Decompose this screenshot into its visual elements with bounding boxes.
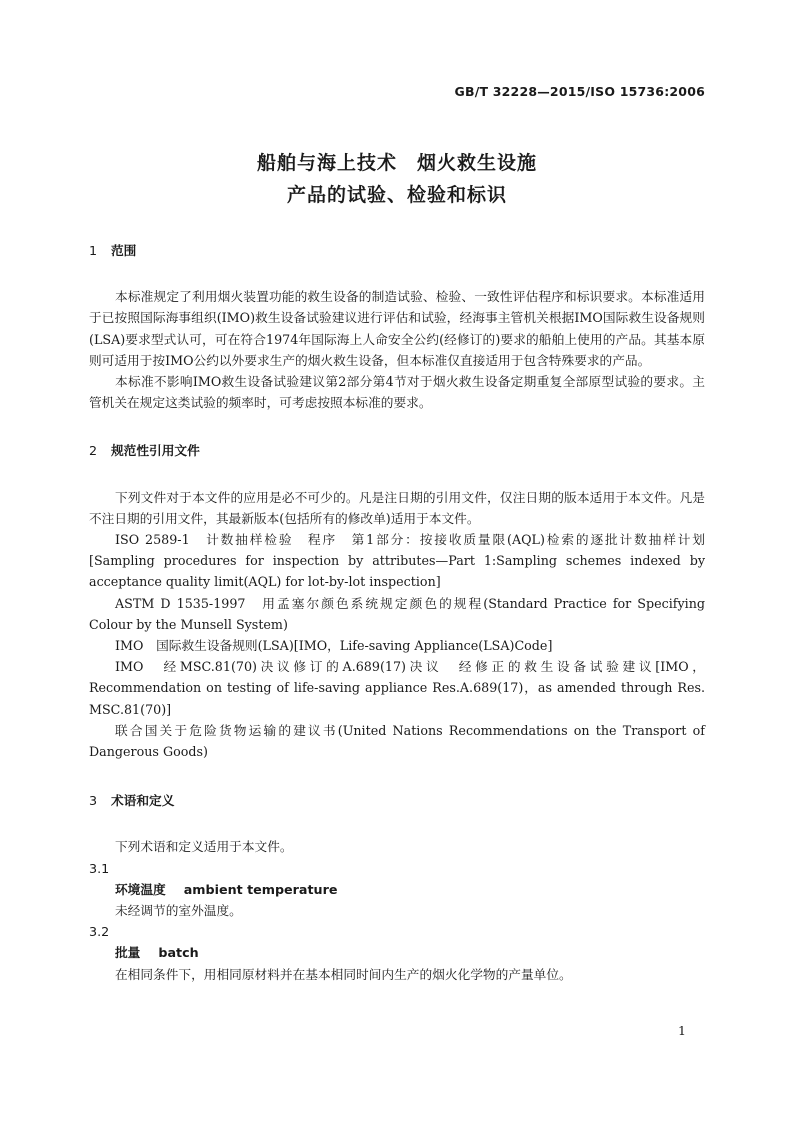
- scope-paragraph-1: 本标准规定了利用烟火装置功能的救生设备的制造试验、检验、一致性评估程序和标识要求。本标准适用于已按照国际海事组织(IMO)救生设备试验建议进行评估和试验，经海事主管机关根据IMO国际救生设备规则(LSA)要求型式认可，可在符合1974年国际海上人命安全公约(经修订的)要求的船舶上使用的产品。其基本原则可适用于按IMO公约以外要求生产的烟火救生设备，但本标准仅直接适用于包含特殊要求的产品。: [89, 289, 705, 368]
- term-name-en: batch: [158, 945, 199, 961]
- section-number: 2: [89, 443, 98, 459]
- reference-item: IMO 国际救生设备规则(LSA)[IMO，Life-saving Appliance(LSA)Code]: [115, 638, 553, 654]
- reference-item: ASTM D 1535-1997 用孟塞尔颜色系统规定颜色的规程(Standard Practice for Specifying Colour by the Munsell System): [89, 595, 705, 632]
- term-name-zh: 环境温度: [115, 881, 166, 897]
- section-title: 术语和定义: [111, 793, 175, 809]
- section-number: 3: [89, 793, 98, 809]
- term-name-zh: 批量: [115, 945, 141, 961]
- term-name: [89, 942, 705, 963]
- document-title-line1: 船舶与海上技术 烟火救生设施: [256, 152, 537, 174]
- standard-code: GB/T 32228—2015/ISO 15736:2006: [454, 84, 705, 99]
- term-number: 3.1: [89, 860, 110, 876]
- section-number: 1: [89, 243, 98, 258]
- reference-item: ISO 2589-1 计数抽样检验 程序 第1部分：按接收质量限(AQL)检索的逐批计数抽样计划[Sampling procedures for inspection by attributes—Part 1:Sampling schemes indexed by acceptance quality limit(AQL) for lot-by-lot inspection]: [89, 532, 705, 590]
- term-number: 3.2: [89, 924, 110, 940]
- reference-item: IMO 经MSC.81(70)决议修订的A.689(17)决议 经修正的救生设备试验建议[IMO，Recommendation on testing of life-saving appliance Res.A.689(17)，as amended through Res. MSC.81(70)]: [89, 659, 705, 717]
- reference-item: 联合国关于危险货物运输的建议书(United Nations Recommendations on the Transport of Dangerous Goods): [89, 722, 705, 760]
- terms-intro: 下列术语和定义适用于本文件。: [115, 839, 293, 855]
- term-definition: 未经调节的室外温度。: [115, 903, 242, 919]
- document-title-line2: 产品的试验、检验和标识: [286, 184, 507, 206]
- references-intro: 下列文件对于本文件的应用是必不可少的。凡是注日期的引用文件，仅注日期的版本适用于本文件。凡是不注日期的引用文件，其最新版本(包括所有的修改单)适用于本文件。: [89, 489, 705, 526]
- section-heading-normative-references: [89, 440, 705, 461]
- page-number: 1: [678, 1023, 686, 1038]
- section-heading-terms: [89, 790, 705, 811]
- term-definition: 在相同条件下，用相同原材料并在基本相同时间内生产的烟火化学物的产量单位。: [115, 966, 572, 982]
- term-name-en: ambient temperature: [183, 881, 338, 897]
- document-body: [89, 240, 705, 985]
- term-name: [89, 879, 705, 900]
- section-title: 规范性引用文件: [111, 443, 200, 459]
- scope-paragraph-2: 本标准不影响IMO救生设备试验建议第2部分第4节对于烟火救生设备定期重复全部原型试验的要求。主管机关在规定这类试验的频率时，可考虑按照本标准的要求。: [89, 374, 705, 411]
- section-heading-scope: [89, 240, 705, 261]
- section-title: 范围: [111, 243, 137, 258]
